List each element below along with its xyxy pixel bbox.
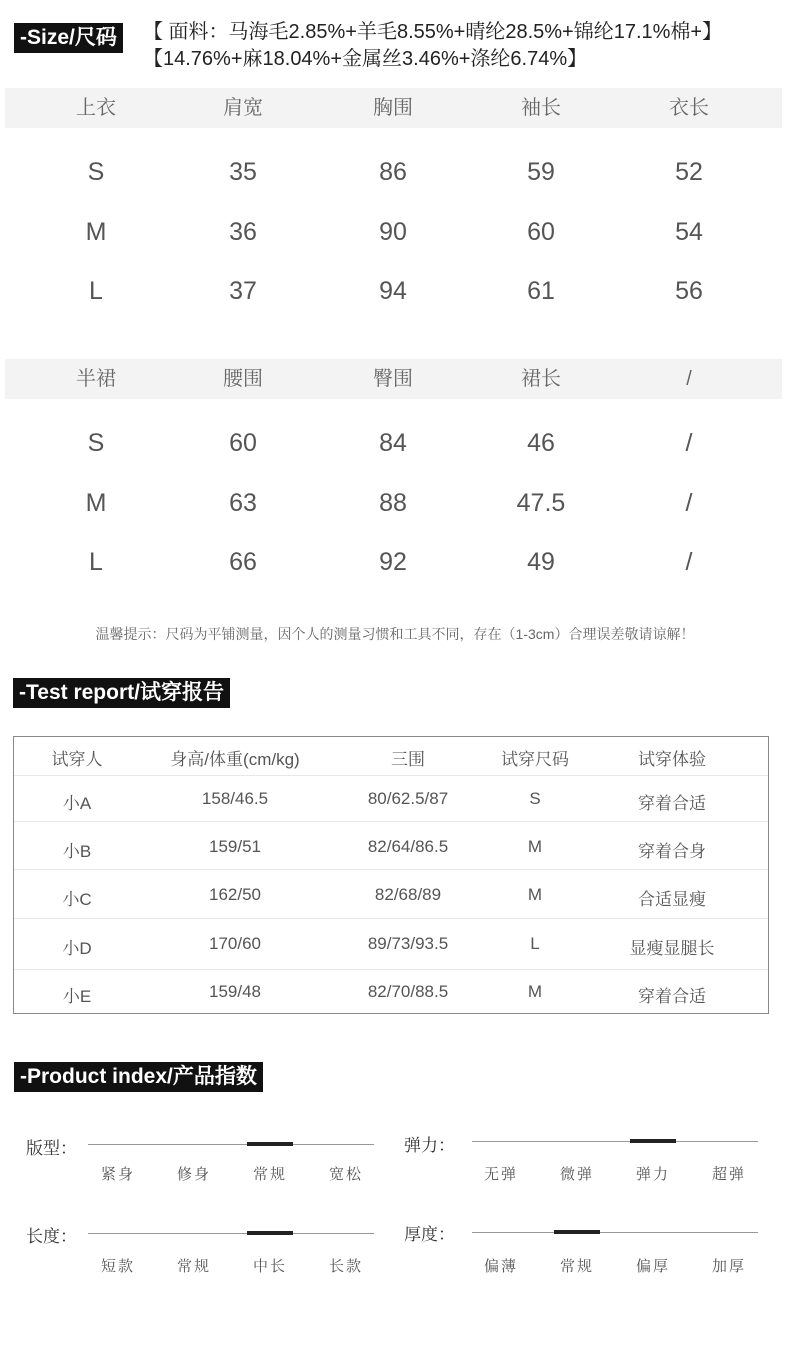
skirt-table-value-cell: 47.5: [516, 489, 566, 517]
index-selected-marker: [247, 1231, 293, 1235]
report-row-divider: [14, 969, 768, 970]
skirt-table-header-cell: 半裙: [76, 368, 116, 390]
skirt-table-header-cell: 臀围: [373, 368, 413, 390]
top-table-value-cell: 59: [527, 158, 555, 186]
index-option: 无弹: [483, 1166, 519, 1183]
report-cell: 159/51: [209, 837, 261, 856]
report-row-divider: [14, 821, 768, 822]
skirt-table-header-cell: 裙长: [521, 368, 561, 390]
skirt-table-value-cell: /: [685, 489, 693, 517]
top-table-header-cell: 肩宽: [223, 97, 263, 119]
test-report-table: [13, 736, 769, 1014]
report-cell: 82/70/88.5: [367, 982, 449, 1001]
top-table-value-cell: 56: [675, 277, 703, 305]
top-table-header-cell: 胸围: [373, 97, 413, 119]
skirt-table-value-cell: L: [89, 548, 103, 576]
skirt-table-value-cell: 66: [229, 548, 257, 576]
index-option: 常规: [176, 1258, 212, 1275]
top-table-value-cell: 94: [379, 277, 407, 305]
report-row-divider: [14, 869, 768, 870]
report-row-divider: [14, 775, 768, 776]
report-cell: 小A: [62, 794, 92, 813]
material-composition: [143, 19, 722, 73]
report-header-cell: 试穿尺码: [501, 750, 569, 769]
index-option: 加厚: [711, 1258, 747, 1275]
index-option: 超弹: [711, 1166, 747, 1183]
top-table-header-cell: 衣长: [669, 97, 709, 119]
report-cell: 合适显瘦: [638, 890, 706, 909]
index-label: 版型：: [26, 1139, 77, 1158]
index-option: 短款: [100, 1258, 136, 1275]
test-report-tag: -Test report/试穿报告: [13, 678, 230, 708]
top-table-value-cell: 90: [379, 218, 407, 246]
report-cell: 158/46.5: [201, 789, 269, 808]
report-cell: 穿着合适: [638, 794, 706, 813]
size-section-tag: -Size/尺码: [14, 23, 123, 53]
index-scale-line: [88, 1144, 374, 1145]
report-header-cell: 试穿人: [51, 750, 103, 769]
skirt-table-value-cell: 46: [527, 429, 555, 457]
index-option: 长款: [328, 1258, 364, 1275]
skirt-table-value-cell: S: [87, 429, 105, 457]
report-header-cell: 试穿体验: [638, 750, 706, 769]
report-header-cell: 三围: [391, 750, 425, 769]
index-scale-line: [472, 1141, 758, 1142]
top-table-value-cell: 37: [229, 277, 257, 305]
report-cell: S: [529, 789, 541, 808]
size-tip: 温馨提示：尺码为平铺测量，因个人的测量习惯和工具不同，存在（1-3cm）合理误差敬请谅解！: [95, 626, 695, 642]
report-cell: 170/60: [209, 934, 261, 953]
skirt-table-header-cell: 腰围: [223, 368, 263, 390]
report-cell: 80/62.5/87: [367, 789, 449, 808]
skirt-table-value-cell: 49: [527, 548, 555, 576]
report-header-cell: 身高/体重(cm/kg): [170, 750, 300, 769]
report-cell: L: [530, 934, 540, 953]
index-option: 微弹: [559, 1166, 595, 1183]
skirt-table-value-cell: /: [685, 548, 693, 576]
top-table-header-cell: 袖长: [521, 97, 561, 119]
top-table-value-cell: L: [89, 277, 103, 305]
index-option: 中长: [252, 1258, 288, 1275]
index-label: 长度：: [26, 1227, 77, 1246]
index-scale-line: [472, 1232, 758, 1233]
report-cell: 82/68/89: [374, 885, 442, 904]
report-row-divider: [14, 918, 768, 919]
index-option: 常规: [559, 1258, 595, 1275]
skirt-table-value-cell: 88: [379, 489, 407, 517]
skirt-table-value-cell: M: [85, 489, 107, 517]
report-cell: 159/48: [209, 982, 261, 1001]
report-cell: M: [527, 982, 543, 1001]
skirt-table-value-cell: /: [685, 429, 693, 457]
index-option: 常规: [252, 1166, 288, 1183]
top-table-value-cell: 35: [229, 158, 257, 186]
index-selected-marker: [247, 1142, 293, 1146]
index-option: 紧身: [100, 1166, 136, 1183]
index-option: 弹力: [635, 1166, 671, 1183]
top-table-value-cell: 54: [675, 218, 703, 246]
top-table-value-cell: 60: [527, 218, 555, 246]
report-cell: 穿着合适: [638, 987, 706, 1006]
skirt-table-header-cell: /: [686, 368, 692, 390]
skirt-table-value-cell: 92: [379, 548, 407, 576]
report-cell: M: [527, 885, 543, 904]
index-label: 厚度：: [404, 1225, 455, 1244]
index-scale-line: [88, 1233, 374, 1234]
report-cell: 穿着合身: [638, 842, 706, 861]
report-cell: M: [527, 837, 543, 856]
index-option: 偏薄: [483, 1258, 519, 1275]
skirt-table-value-cell: 84: [379, 429, 407, 457]
top-table-value-cell: 61: [527, 277, 555, 305]
report-cell: 162/50: [209, 885, 261, 904]
report-cell: 小D: [62, 939, 92, 958]
skirt-table-value-cell: 60: [229, 429, 257, 457]
index-option: 偏厚: [635, 1258, 671, 1275]
report-cell: 小B: [62, 842, 92, 861]
top-table-value-cell: S: [87, 158, 105, 186]
index-selected-marker: [630, 1139, 676, 1143]
index-option: 修身: [176, 1166, 212, 1183]
top-table-value-cell: 52: [675, 158, 703, 186]
material-line-1: 【 面料：马海毛2.85%+羊毛8.55%+晴纶28.5%+锦纶17.1%棉+】: [143, 21, 723, 43]
index-option: 宽松: [328, 1166, 364, 1183]
report-cell: 小C: [62, 890, 92, 909]
top-table-header-cell: 上衣: [76, 97, 116, 119]
top-table-value-cell: M: [85, 218, 107, 246]
material-line-2: 【14.76%+麻18.04%+金属丝3.46%+涤纶6.74%】: [143, 48, 588, 70]
report-cell: 小E: [62, 987, 92, 1006]
top-table-value-cell: 36: [229, 218, 257, 246]
top-table-value-cell: 86: [379, 158, 407, 186]
skirt-table-value-cell: 63: [229, 489, 257, 517]
report-cell: 89/73/93.5: [367, 934, 449, 953]
product-index-tag: -Product index/产品指数: [14, 1062, 263, 1092]
index-label: 弹力：: [404, 1136, 455, 1155]
report-cell: 82/64/86.5: [367, 837, 449, 856]
index-selected-marker: [554, 1230, 600, 1234]
report-cell: 显瘦显腿长: [629, 939, 715, 958]
